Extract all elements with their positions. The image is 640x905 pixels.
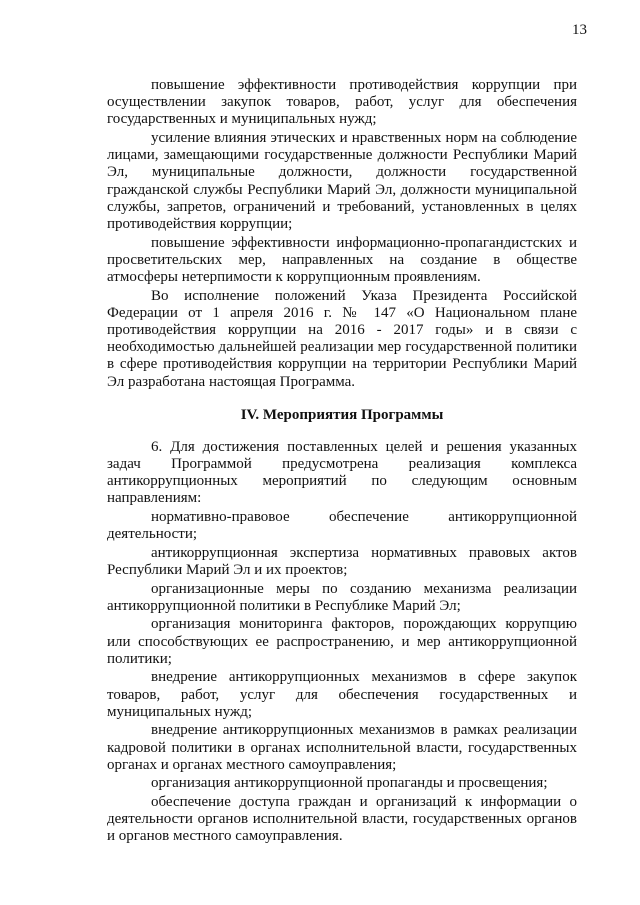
- list-item: антикоррупционная экспертиза нормативных правовых актов Республики Марий Эл и их проектов;: [107, 544, 577, 579]
- paragraph: усиление влияния этических и нравственных норм на соблюдение лицами, замещающими государственные должности Республики Марий Эл, муниципальные должности, должности государственной гражданской службы Республики Марий Эл, должности муниципальной службы, запретов, ограничений и требований, установленных в целях противодействия коррупции;: [107, 130, 577, 233]
- paragraph: повышение эффективности информационно-пропагандистских и просветительских мер, направленных на создание в обществе атмосферы нетерпимости к коррупционным проявлениям.: [107, 234, 577, 286]
- list-item: нормативно-правовое обеспечение антикоррупционной деятельности;: [107, 509, 577, 543]
- list-item: внедрение антикоррупционных механизмов в сфере закупок товаров, работ, услуг для обеспечения государственных и муниципальных нужд;: [107, 669, 577, 720]
- list-item: внедрение антикоррупционных механизмов в рамках реализации кадровой политики в органах исполнительной власти, государственных органах и органах местного самоуправления;: [107, 722, 577, 773]
- paragraph: 6. Для достижения поставленных целей и решения указанных задач Программой предусмотрена реализация комплекса антикоррупционных мероприятий по следующим основным направлениям:: [107, 438, 577, 507]
- section-heading: IV. Мероприятия Программы: [240, 406, 444, 423]
- list-item: организационные меры по созданию механизма реализации антикоррупционной политики в Республике Марий Эл;: [107, 580, 577, 614]
- list-item: организация мониторинга факторов, порождающих коррупцию или способствующих ее распространению, и мер антикоррупционной политики;: [107, 616, 577, 667]
- list-item: обеспечение доступа граждан и организаций к информации о деятельности органов исполнительной власти, государственных органов и органов местного самоуправления.: [107, 794, 577, 845]
- document-body: [107, 77, 577, 847]
- list-item: организация антикоррупционной пропаганды и просвещения;: [151, 775, 548, 792]
- page-number: 13: [572, 22, 587, 38]
- paragraph: Во исполнение положений Указа Президента Российской Федерации от 1 апреля 2016 г. № 147 «О Национальном плане противодействия коррупции на 2016 - 2017 годы» и в связи с необходимостью дальнейшей реализации мер государственной политики в сфере противодействия коррупции на территории Республики Марий Эл разработана настоящая Программа.: [107, 287, 577, 390]
- paragraph: повышение эффективности противодействия коррупции при осуществлении закупок товаров, работ, услуг для обеспечения государственных и муниципальных нужд;: [107, 77, 577, 128]
